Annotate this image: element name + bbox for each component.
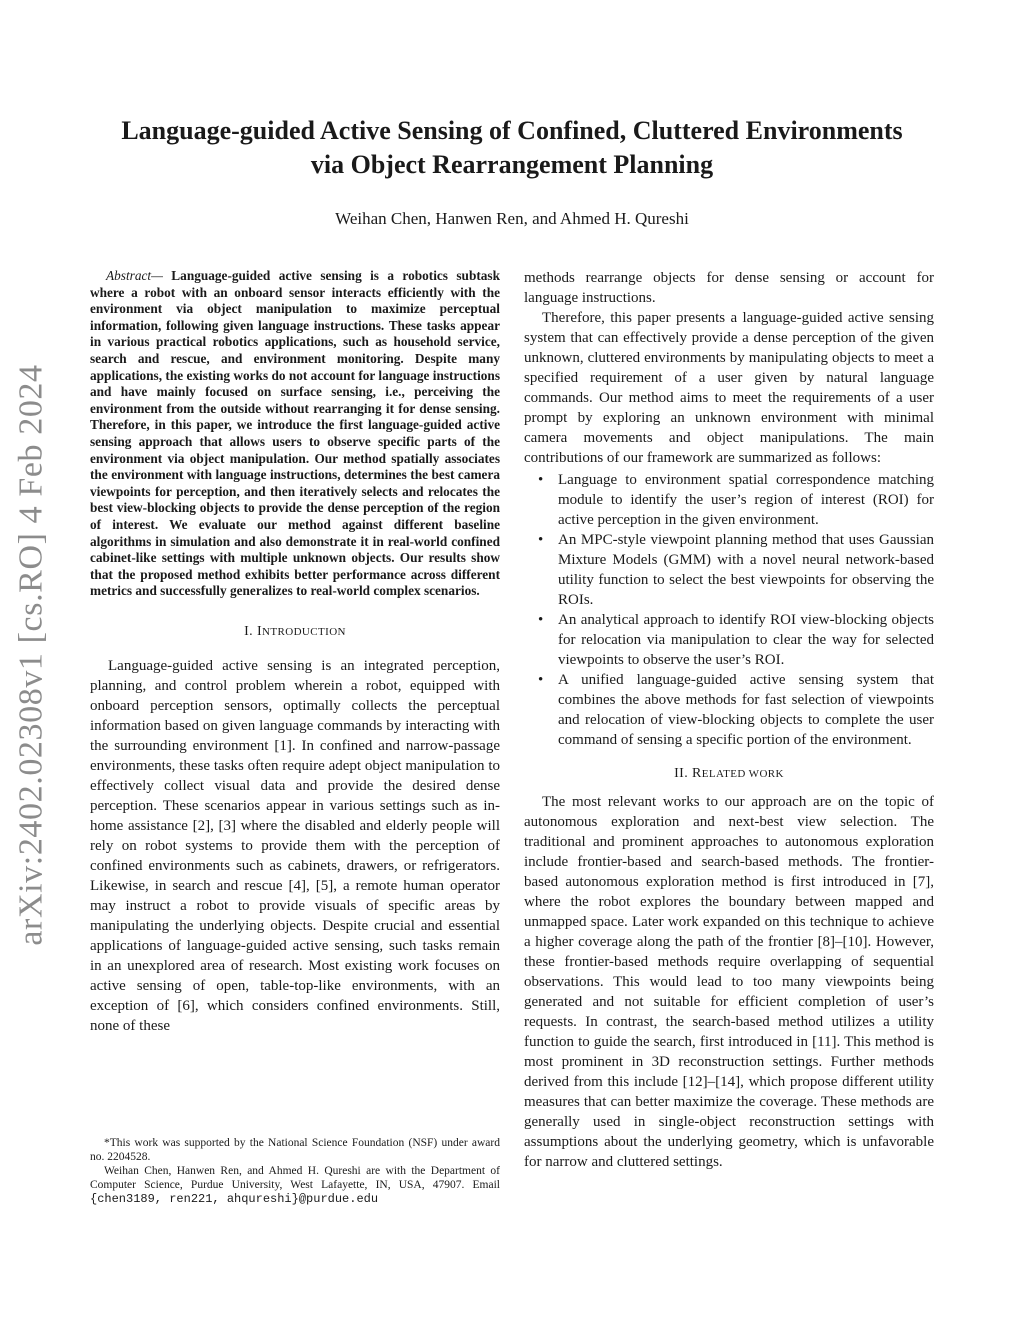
abstract-text: Language-guided active sensing is a robotics subtask where a robot with an onboard sensor interacts efficiently with the environment via object manipulation to maximize perceptual information, following given language instructions. These tasks appear in various practical robotics applications, such as household service, search and rescue, and environment monitoring. Despite many applications, the existing works do not account for language instructions and have mainly focused on surface sensing, i.e., perceiving the environment from the outside without rearranging it for dense sensing. Therefore, in this paper, we introduce the first language-guided active sensing approach that allows users to observe specific parts of the environment via object manipulation. Our method spatially associates the environment with language instructions, determines the best camera viewpoints for perception, and then iteratively selects and relocates the best view-blocking objects to provide the dense perception of the region of interest. We evaluate our method against different baseline algorithms in simulation and also demonstrate it in real-world confined cabinet-like settings with multiple unknown objects. Our results show that the proposed method exhibits better performance across different metrics and successfully generalizes to real-world complex scenarios.	[90, 268, 500, 599]
right-column	[524, 268, 934, 1172]
intro-paragraph-2: Therefore, this paper presents a language-guided active sensing system that can effectively provide a dense perception of the given unknown, cluttered environments by manipulating objects to meet a specified requirement of a user given by natural language commands. Our method aims to meet the requirements of a user prompt by exploring an unknown environment with minimal camera movements and object manipulations. The main contributions of our framework are summarized as follows:	[524, 310, 934, 466]
contribution-item: • A unified language-guided active sensing system that combines the above methods for fast selection of viewpoints and relocation of view-blocking objects to complete the user command of sensing a specific portion of the environment.	[558, 670, 934, 750]
contribution-list	[524, 470, 934, 750]
arxiv-identifier: arXiv:2402.02308v1 [cs.RO] 4 Feb 2024	[13, 364, 51, 946]
left-column	[90, 268, 500, 1036]
paper-title	[80, 114, 944, 182]
section-heading-related-work: II. RELATED WORK	[674, 766, 784, 781]
contribution-item: • An MPC-style viewpoint planning method that uses Gaussian Mixture Models (GMM) with a novel neural network-based utility function to select the best viewpoints for observing the ROIs.	[558, 530, 934, 610]
footnotes	[90, 1136, 500, 1206]
contribution-item: • Language to environment spatial correspondence matching module to identify the user’s region of interest (ROI) for active perception in the given environment.	[558, 470, 934, 530]
abstract	[90, 268, 500, 600]
intro-paragraph: Language-guided active sensing is an integrated perception, planning, and control problem wherein a robot, equipped with onboard perception sensors, optimally collects the perceptual information based on given language commands by interacting with the surrounding environment [1]. In confined and narrow-passage environments, these tasks often require adept object manipulation to effectively collect visual data and provide the desired dense perception. These scenarios appear in various settings such as in-home assistance [2], [3] where the disabled and elderly people will rely on robot systems to provide them with the perception of confined environments such as cabinets, drawers, or refrigerators. Likewise, in search and rescue [4], [5], a remote human operator may instruct a robot to provide visuals of specific areas by manipulating the underlying objects. Despite crucial and essential applications of language-guided active sensing, such tasks remain in an unexplored area of research. Most existing work focuses on active sensing of open, table-top-like environments, with an exception of [6], which considers confined environments. Still, none of these	[90, 657, 500, 1034]
intro-continuation: methods rearrange objects for dense sensing or account for language instructions.	[524, 270, 934, 306]
contribution-item: • An analytical approach to identify ROI view-blocking objects for relocation via manipulation to clear the way for selected viewpoints to observe the user’s ROI.	[558, 610, 934, 670]
abstract-label: Abstract—	[106, 268, 163, 283]
section-heading-introduction: I. INTRODUCTION	[244, 623, 346, 639]
footnote-funding: *This work was supported by the National Science Foundation (NSF) under award no. 2204528.	[90, 1137, 500, 1163]
related-work-paragraph: The most relevant works to our approach are on the topic of autonomous exploration and next-best view selection. The traditional and prominent approaches to autonomous exploration include frontier-based and search-based methods. The frontier-based autonomous exploration method is first introduced in [7], where the robot explores the boundary between mapped and unmapped space. Later work expanded on this technique to achieve a higher coverage along the path of the frontier [8]–[10]. However, these frontier-based methods require overlapping of sequential observations. This would lead to too many viewpoints being generated and not suitable for efficient completion of user’s requests. In contrast, the search-based method utilizes a utility function to guide the search, first introduced in [11]. This method is most prominent in 3D reconstruction settings. Further methods derived from this include [12]–[14], which propose different utility measures that can better maximize the coverage. These methods are generally used in single-object reconstruction settings with assumptions about the underlying geometry, which is unfavorable for narrow and cluttered settings.	[524, 794, 934, 1170]
title-line-1: Language-guided Active Sensing of Confined, Cluttered Environments	[121, 116, 903, 145]
author-list: Weihan Chen, Hanwen Ren, and Ahmed H. Qureshi	[335, 209, 689, 228]
footnote-email: {chen3189, ren221, ahqureshi}@purdue.edu	[90, 1192, 379, 1206]
arxiv-stamp-container	[2, 360, 62, 950]
title-line-2: via Object Rearrangement Planning	[310, 150, 714, 179]
footnote-affiliation: Weihan Chen, Hanwen Ren, and Ahmed H. Qureshi are with the Department of Computer Science, Purdue University, West Lafayette, IN, USA, 47907. Email {chen3189, ren221, ahqureshi}@purdue.edu	[90, 1165, 500, 1206]
